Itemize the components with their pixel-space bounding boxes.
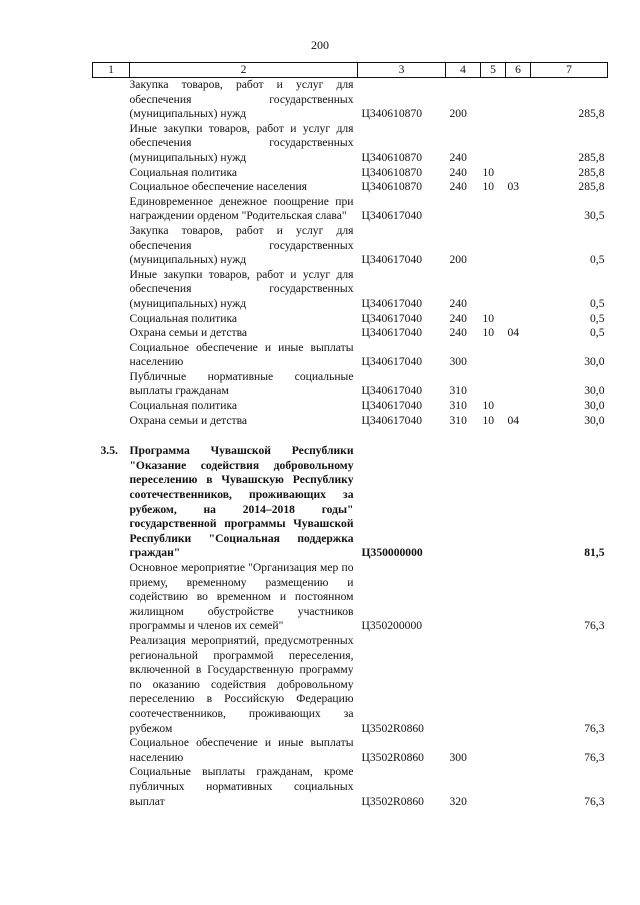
- row-target-code: Ц3502R0860: [361, 750, 424, 764]
- row-section: [481, 78, 506, 122]
- row-expense-type: [446, 444, 481, 561]
- row-amount: 76,3: [584, 794, 605, 808]
- row-expense-type: 300: [449, 355, 467, 369]
- table-row: [93, 736, 608, 765]
- table-row: [93, 765, 608, 809]
- row-name: Иные закупки товаров, работ и услуг для обеспечения государственных (муниципальных) нужд: [129, 267, 354, 310]
- row-section: [481, 561, 506, 634]
- row-target-code: Ц340610870: [361, 150, 423, 164]
- column-header: 1: [93, 63, 130, 78]
- column-header: 2: [130, 63, 358, 78]
- row-section: 10: [482, 311, 495, 325]
- row-amount: 285,8: [578, 180, 605, 194]
- row-number: [93, 268, 130, 312]
- column-header: 3: [358, 63, 446, 78]
- row-target-code: Ц340610870: [361, 165, 423, 179]
- row-expense-type: 240: [449, 150, 467, 164]
- row-number: 3.5.: [100, 444, 118, 458]
- row-expense-type: [446, 634, 481, 736]
- row-section: [481, 122, 506, 166]
- row-number: [93, 195, 130, 224]
- row-number: [93, 224, 130, 268]
- row-number: [93, 561, 130, 634]
- row-name: Социальное обеспечение и иные выплаты населению: [129, 736, 354, 764]
- row-expense-type: 200: [449, 107, 467, 121]
- row-number: [93, 312, 130, 327]
- budget-table: [92, 62, 608, 809]
- row-section: [481, 341, 506, 370]
- row-section: 10: [482, 326, 495, 340]
- row-amount: 285,8: [578, 107, 605, 121]
- row-target-code: Ц340617040: [361, 355, 423, 369]
- table-row: [93, 399, 608, 414]
- row-number: [93, 78, 130, 122]
- row-name: Реализация мероприятий, предусмотренных региональной программой переселения, включенной в Государственную программу по оказанию содействия добровольному переселению в Российскую Федерацию соотечественников, проживающих за рубежом: [129, 633, 354, 735]
- row-number: [93, 370, 130, 399]
- row-section: [481, 224, 506, 268]
- row-subsection: [506, 224, 531, 268]
- table-row: [93, 370, 608, 399]
- row-subsection: [506, 634, 531, 736]
- table-body: [93, 78, 608, 810]
- row-section: 10: [482, 165, 495, 179]
- row-target-code: Ц340617040: [361, 296, 423, 310]
- row-number: [93, 634, 130, 736]
- row-expense-type: [446, 428, 481, 444]
- row-amount: 0,5: [590, 296, 605, 310]
- row-target-code: Ц340610870: [361, 107, 423, 121]
- row-number: [93, 399, 130, 414]
- row-name: Социальная политика: [129, 165, 238, 179]
- row-amount: 30,0: [584, 384, 605, 398]
- row-name: Социальное обеспечение и иные выплаты населению: [129, 340, 354, 369]
- row-amount: 76,3: [584, 721, 605, 735]
- table-row: [93, 444, 608, 561]
- column-header: 5: [481, 63, 506, 78]
- row-subsection: [506, 78, 531, 122]
- row-target-code: Ц350200000: [361, 619, 423, 633]
- row-subsection: [506, 166, 531, 181]
- row-subsection: [506, 341, 531, 370]
- row-expense-type: 240: [449, 326, 467, 340]
- row-subsection: 04: [507, 326, 520, 340]
- table-row: [93, 414, 608, 429]
- row-amount: 30,0: [584, 413, 605, 427]
- row-expense-type: 310: [449, 399, 467, 413]
- row-target-code: Ц340617040: [361, 326, 423, 340]
- row-amount: 30,0: [584, 355, 605, 369]
- row-amount: 0,5: [590, 326, 605, 340]
- row-number: [93, 428, 130, 444]
- row-amount: 285,8: [578, 165, 605, 179]
- row-expense-type: 320: [449, 794, 467, 808]
- row-expense-type: [446, 195, 481, 224]
- row-subsection: [506, 122, 531, 166]
- row-name: Охрана семьи и детства: [129, 326, 248, 340]
- row-subsection: [506, 561, 531, 634]
- row-number: [93, 122, 130, 166]
- table-row: [93, 561, 608, 634]
- row-expense-type: 310: [449, 413, 467, 427]
- row-subsection: [506, 765, 531, 809]
- row-section: [481, 444, 506, 561]
- table-row: [93, 634, 608, 736]
- row-name: Публичные нормативные социальные выплаты гражданам: [129, 369, 354, 398]
- row-expense-type: 240: [449, 165, 467, 179]
- row-number: [93, 326, 130, 341]
- row-expense-type: 240: [449, 180, 467, 194]
- table-row: [93, 122, 608, 166]
- row-subsection: [506, 268, 531, 312]
- row-number: [93, 765, 130, 809]
- row-section: [481, 268, 506, 312]
- row-expense-type: 300: [449, 750, 467, 764]
- row-section: 10: [482, 399, 495, 413]
- spacer-row: [93, 428, 608, 444]
- row-amount: 285,8: [578, 150, 605, 164]
- row-number: [93, 166, 130, 181]
- column-number-header: [93, 63, 608, 78]
- row-number: [93, 736, 130, 765]
- row-number: [93, 341, 130, 370]
- row-subsection: [506, 312, 531, 327]
- row-expense-type: 310: [449, 384, 467, 398]
- column-header: 6: [506, 63, 531, 78]
- table-row: [93, 224, 608, 268]
- row-name: Социальная политика: [129, 399, 238, 413]
- row-name: Закупка товаров, работ и услуг для обеспечения государственных (муниципальных) нужд: [129, 223, 354, 267]
- row-number: [93, 414, 130, 429]
- row-amount: 76,3: [584, 750, 605, 764]
- row-section: [481, 428, 506, 444]
- row-section: [481, 370, 506, 399]
- table-row: [93, 166, 608, 181]
- table-row: [93, 180, 608, 195]
- row-subsection: [506, 399, 531, 414]
- row-section: [481, 195, 506, 224]
- row-target-code: Ц340617040: [361, 209, 423, 223]
- column-header: 7: [531, 63, 608, 78]
- row-name: Социальная политика: [129, 311, 238, 325]
- row-target-code: [358, 428, 446, 444]
- row-name: Социальное обеспечение населения: [129, 180, 308, 194]
- row-section: [481, 736, 506, 765]
- row-target-code: Ц340617040: [361, 413, 423, 427]
- row-expense-type: 240: [449, 296, 467, 310]
- table-row: [93, 268, 608, 312]
- row-name: Иные закупки товаров, работ и услуг для обеспечения государственных (муниципальных) нужд: [129, 121, 354, 164]
- row-name: Программа Чувашской Республики "Оказание содействия добровольному переселению в Чувашскую Республику соотечественников, проживающих за рубежом, на 2014–2018 годы" государственной программы Чувашской Республики "Социальная поддержка граждан": [129, 444, 354, 560]
- row-amount: 30,0: [584, 399, 605, 413]
- row-expense-type: [446, 561, 481, 634]
- row-subsection: [506, 370, 531, 399]
- row-amount: 76,3: [584, 619, 605, 633]
- row-name: [130, 428, 358, 444]
- row-section: 10: [482, 180, 495, 194]
- row-section: [481, 765, 506, 809]
- row-target-code: Ц3502R0860: [361, 794, 424, 808]
- row-expense-type: 200: [449, 253, 467, 267]
- row-subsection: [506, 444, 531, 561]
- table-row: [93, 195, 608, 224]
- row-name: Единовременное денежное поощрение при награждении орденом "Родительская слава": [129, 194, 354, 223]
- row-target-code: Ц340617040: [361, 311, 423, 325]
- row-name: Основное мероприятие "Организация мер по приему, временному размещению и содействию во временном и постоянном жилищном обустройстве участников программы и членов их семей": [129, 561, 354, 633]
- row-amount: 81,5: [584, 546, 605, 560]
- row-amount: 0,5: [590, 253, 605, 267]
- row-target-code: Ц3502R0860: [361, 721, 424, 735]
- row-subsection: 04: [507, 413, 520, 427]
- row-amount: 30,5: [584, 209, 605, 223]
- row-name: Социальные выплаты гражданам, кроме публичных нормативных социальных выплат: [129, 765, 354, 808]
- page-number: 200: [311, 38, 329, 52]
- row-target-code: Ц340617040: [361, 253, 423, 267]
- row-amount: 0,5: [590, 311, 605, 325]
- table-row: [93, 341, 608, 370]
- row-name: Охрана семьи и детства: [129, 413, 248, 427]
- row-subsection: 03: [507, 180, 520, 194]
- row-amount: [531, 428, 608, 444]
- column-header: 4: [446, 63, 481, 78]
- row-section: [481, 634, 506, 736]
- row-number: [93, 180, 130, 195]
- row-target-code: Ц340610870: [361, 180, 423, 194]
- row-subsection: [506, 195, 531, 224]
- table-row: [93, 78, 608, 122]
- row-subsection: [506, 428, 531, 444]
- table-row: [93, 312, 608, 327]
- row-target-code: Ц340617040: [361, 399, 423, 413]
- row-target-code: Ц350000000: [361, 546, 423, 560]
- row-section: 10: [482, 413, 495, 427]
- row-name: Закупка товаров, работ и услуг для обеспечения государственных (муниципальных) нужд: [129, 78, 354, 121]
- row-target-code: Ц340617040: [361, 384, 423, 398]
- row-subsection: [506, 736, 531, 765]
- table-row: [93, 326, 608, 341]
- row-expense-type: 240: [449, 311, 467, 325]
